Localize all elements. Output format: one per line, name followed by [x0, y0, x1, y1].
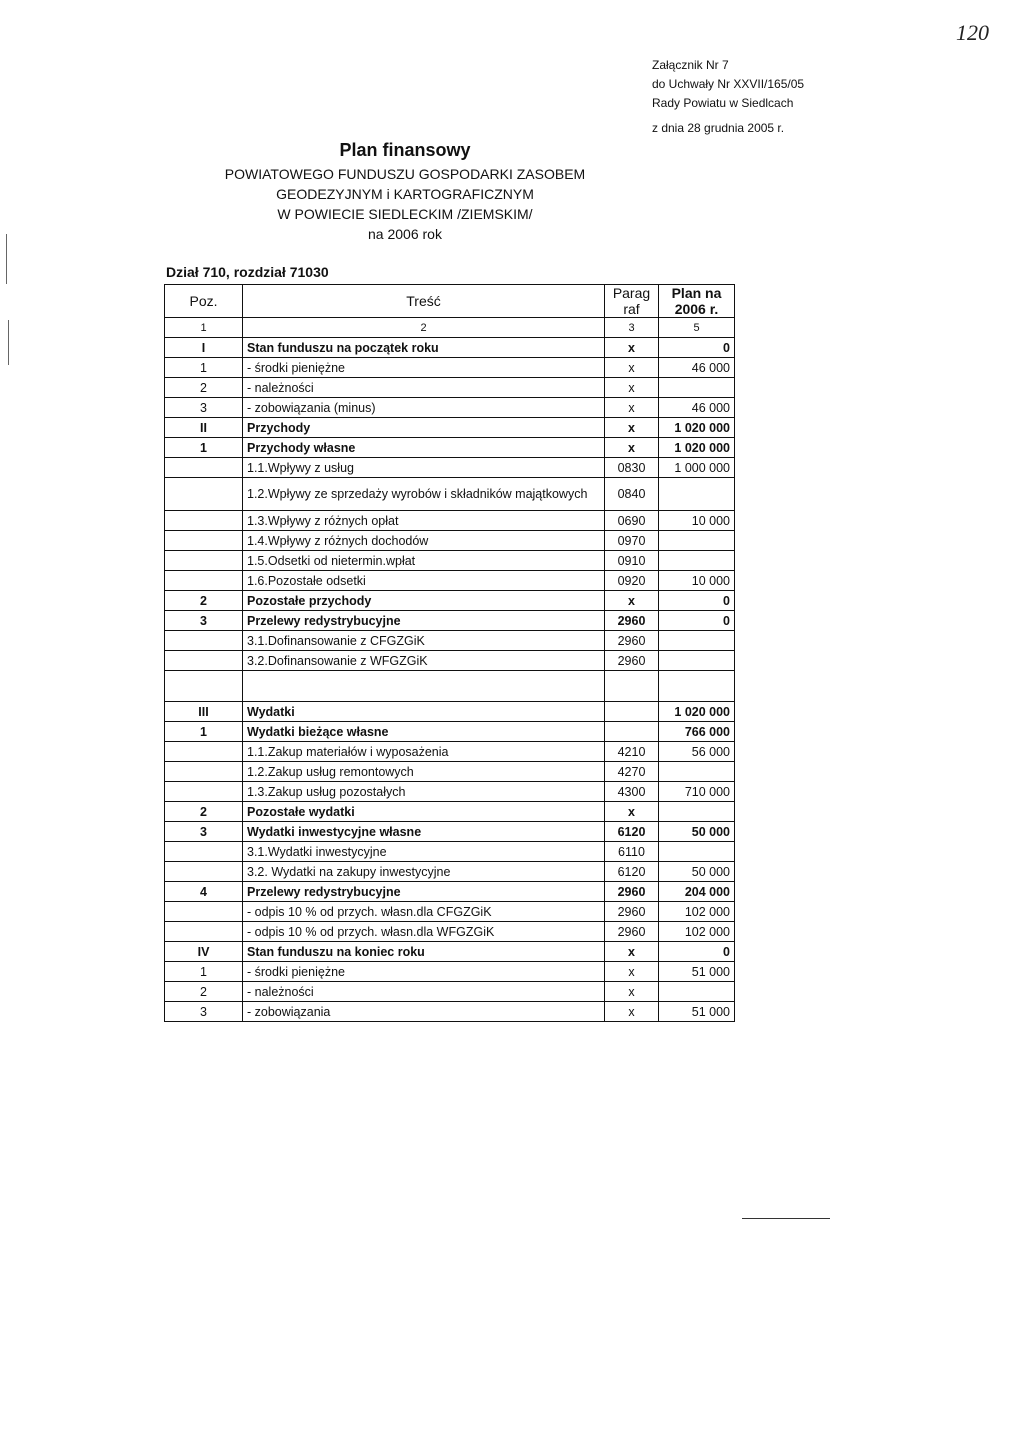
table-row	[165, 438, 735, 458]
table-row	[165, 802, 735, 822]
empty-cell	[243, 671, 605, 702]
empty-cell	[165, 671, 243, 702]
table-row	[165, 882, 735, 902]
table-row	[165, 782, 735, 802]
table-row	[165, 982, 735, 1002]
amount-cell: 51 000	[659, 962, 735, 982]
column-number: 1	[165, 318, 243, 338]
amount-cell: 102 000	[659, 922, 735, 942]
table-row	[165, 631, 735, 651]
paragraph-cell: x	[605, 358, 659, 378]
amount-cell	[659, 982, 735, 1002]
table-row	[165, 398, 735, 418]
description-cell: 1.3.Zakup usług pozostałych	[243, 782, 605, 802]
table-row	[165, 962, 735, 982]
paragraph-cell: 4270	[605, 762, 659, 782]
position-cell: III	[165, 702, 243, 722]
paragraph-cell: 4210	[605, 742, 659, 762]
header-row	[165, 285, 735, 318]
position-cell: II	[165, 418, 243, 438]
amount-cell	[659, 378, 735, 398]
position-cell: 1	[165, 722, 243, 742]
paragraph-cell: 2960	[605, 882, 659, 902]
amount-cell: 1 020 000	[659, 702, 735, 722]
position-cell: 3	[165, 1002, 243, 1022]
paragraph-cell: 0690	[605, 511, 659, 531]
paragraph-cell: x	[605, 418, 659, 438]
table-row	[165, 611, 735, 631]
description-cell: 1.5.Odsetki od nietermin.wpłat	[243, 551, 605, 571]
description-cell: Pozostałe przychody	[243, 591, 605, 611]
amount-cell: 50 000	[659, 862, 735, 882]
paragraph-cell: 0840	[605, 478, 659, 511]
amount-cell: 1 000 000	[659, 458, 735, 478]
description-cell: - środki pieniężne	[243, 358, 605, 378]
empty-cell	[659, 671, 735, 702]
description-cell: 1.3.Wpływy z różnych opłat	[243, 511, 605, 531]
position-cell	[165, 902, 243, 922]
table-row	[165, 478, 735, 511]
description-cell: Wydatki inwestycyjne własne	[243, 822, 605, 842]
spacer-row	[165, 671, 735, 702]
header-paragraf-line: Parag	[612, 285, 651, 301]
paragraph-cell: x	[605, 591, 659, 611]
position-cell	[165, 551, 243, 571]
description-cell: - zobowiązania	[243, 1002, 605, 1022]
attachment-note	[652, 56, 804, 138]
description-cell: 3.2.Dofinansowanie z WFGZGiK	[243, 651, 605, 671]
description-cell: Wydatki	[243, 702, 605, 722]
description-cell: Pozostałe wydatki	[243, 802, 605, 822]
description-cell: Wydatki bieżące własne	[243, 722, 605, 742]
attachment-line: Załącznik Nr 7	[652, 58, 729, 72]
description-cell: 3.1.Dofinansowanie z CFGZGiK	[243, 631, 605, 651]
position-cell: 3	[165, 398, 243, 418]
table-row	[165, 842, 735, 862]
table-row	[165, 822, 735, 842]
table-row	[165, 722, 735, 742]
table-row	[165, 942, 735, 962]
description-cell: Przelewy redystrybucyjne	[243, 611, 605, 631]
position-cell	[165, 742, 243, 762]
position-cell	[165, 782, 243, 802]
description-cell: Stan funduszu na koniec roku	[243, 942, 605, 962]
amount-cell: 1 020 000	[659, 438, 735, 458]
amount-cell: 0	[659, 338, 735, 358]
amount-cell	[659, 842, 735, 862]
position-cell: 2	[165, 982, 243, 1002]
paragraph-cell: 0910	[605, 551, 659, 571]
description-cell: 3.1.Wydatki inwestycyjne	[243, 842, 605, 862]
column-number: 3	[605, 318, 659, 338]
position-cell: 3	[165, 822, 243, 842]
position-cell	[165, 762, 243, 782]
table-row	[165, 591, 735, 611]
position-cell	[165, 631, 243, 651]
amount-cell: 10 000	[659, 511, 735, 531]
header-paragraf-line: raf	[623, 301, 640, 317]
paragraph-cell: x	[605, 942, 659, 962]
paragraph-cell: x	[605, 802, 659, 822]
column-number: 5	[659, 318, 735, 338]
paragraph-cell: x	[605, 438, 659, 458]
amount-cell: 46 000	[659, 398, 735, 418]
amount-cell	[659, 478, 735, 511]
description-cell: 1.1.Wpływy z usług	[243, 458, 605, 478]
paragraph-cell	[605, 702, 659, 722]
amount-cell: 1 020 000	[659, 418, 735, 438]
amount-cell	[659, 651, 735, 671]
amount-cell: 710 000	[659, 782, 735, 802]
paragraph-cell: 6120	[605, 822, 659, 842]
position-cell: 1	[165, 358, 243, 378]
amount-cell	[659, 762, 735, 782]
table-body	[165, 285, 735, 1022]
title-line: POWIATOWEGO FUNDUSZU GOSPODARKI ZASOBEM	[224, 166, 586, 182]
amount-cell: 102 000	[659, 902, 735, 922]
description-cell: - należności	[243, 982, 605, 1002]
financial-plan-table	[164, 284, 735, 1022]
title-line: na 2006 rok	[368, 226, 442, 242]
description-cell: - zobowiązania (minus)	[243, 398, 605, 418]
attachment-date: z dnia 28 grudnia 2005 r.	[652, 121, 785, 135]
amount-cell: 766 000	[659, 722, 735, 742]
amount-cell	[659, 631, 735, 651]
table-row	[165, 418, 735, 438]
description-cell: 1.2.Wpływy ze sprzedaży wyrobów i składników majątkowych	[243, 478, 605, 511]
table-row	[165, 762, 735, 782]
amount-cell: 56 000	[659, 742, 735, 762]
attachment-line: do Uchwały Nr XXVII/165/05	[652, 77, 805, 91]
position-cell: 3	[165, 611, 243, 631]
description-cell: Przelewy redystrybucyjne	[243, 882, 605, 902]
attachment-line: Rady Powiatu w Siedlcach	[652, 96, 794, 110]
scan-artifact	[8, 320, 9, 365]
position-cell	[165, 862, 243, 882]
table-row	[165, 902, 735, 922]
amount-cell: 0	[659, 611, 735, 631]
position-cell: 2	[165, 802, 243, 822]
position-cell: 4	[165, 882, 243, 902]
paragraph-cell: x	[605, 398, 659, 418]
paragraph-cell: 6110	[605, 842, 659, 862]
description-cell: Stan funduszu na początek roku	[243, 338, 605, 358]
position-cell	[165, 478, 243, 511]
description-cell: - środki pieniężne	[243, 962, 605, 982]
header-poz: Poz.	[165, 285, 243, 318]
position-cell	[165, 531, 243, 551]
paragraph-cell: x	[605, 338, 659, 358]
table-row	[165, 378, 735, 398]
header-plan-line: 2006 r.	[674, 301, 719, 317]
empty-cell	[605, 671, 659, 702]
amount-cell: 51 000	[659, 1002, 735, 1022]
description-cell: Przychody	[243, 418, 605, 438]
table-row	[165, 511, 735, 531]
table-row	[165, 742, 735, 762]
description-cell: 3.2. Wydatki na zakupy inwestycyjne	[243, 862, 605, 882]
header-paragraf	[605, 285, 659, 318]
paragraph-cell: 2960	[605, 922, 659, 942]
position-cell	[165, 651, 243, 671]
amount-cell	[659, 551, 735, 571]
table-row	[165, 862, 735, 882]
position-cell	[165, 842, 243, 862]
header-desc: Treść	[243, 285, 605, 318]
table-row	[165, 571, 735, 591]
position-cell: 1	[165, 438, 243, 458]
paragraph-cell: 2960	[605, 631, 659, 651]
amount-cell: 46 000	[659, 358, 735, 378]
title-main: Plan finansowy	[339, 140, 471, 160]
amount-cell: 50 000	[659, 822, 735, 842]
header-plan	[659, 285, 735, 318]
paragraph-cell: 6120	[605, 862, 659, 882]
position-cell: 2	[165, 378, 243, 398]
paragraph-cell: 0920	[605, 571, 659, 591]
document-title	[190, 140, 620, 244]
page-number: 120	[956, 20, 989, 45]
table-row	[165, 358, 735, 378]
amount-cell: 10 000	[659, 571, 735, 591]
paragraph-cell: 2960	[605, 651, 659, 671]
paragraph-cell: x	[605, 1002, 659, 1022]
table-row	[165, 458, 735, 478]
amount-cell	[659, 531, 735, 551]
amount-cell: 0	[659, 591, 735, 611]
position-cell: 2	[165, 591, 243, 611]
description-cell: 1.4.Wpływy z różnych dochodów	[243, 531, 605, 551]
paragraph-cell: 2960	[605, 902, 659, 922]
position-cell	[165, 511, 243, 531]
column-number-row	[165, 318, 735, 338]
description-cell: 1.2.Zakup usług remontowych	[243, 762, 605, 782]
amount-cell	[659, 802, 735, 822]
description-cell: 1.6.Pozostałe odsetki	[243, 571, 605, 591]
paragraph-cell	[605, 722, 659, 742]
paragraph-cell: 0830	[605, 458, 659, 478]
description-cell: Przychody własne	[243, 438, 605, 458]
position-cell	[165, 458, 243, 478]
title-line: GEODEZYJNYM i KARTOGRAFICZNYM	[276, 186, 534, 202]
position-cell	[165, 922, 243, 942]
amount-cell: 204 000	[659, 882, 735, 902]
table-row	[165, 531, 735, 551]
paragraph-cell: 2960	[605, 611, 659, 631]
paragraph-cell: x	[605, 982, 659, 1002]
table-row	[165, 922, 735, 942]
scan-artifact	[742, 1218, 830, 1219]
position-cell: 1	[165, 962, 243, 982]
table-row	[165, 1002, 735, 1022]
header-plan-line: Plan na	[671, 285, 722, 301]
description-cell: - odpis 10 % od przych. własn.dla WFGZGiK	[243, 922, 605, 942]
title-line: W POWIECIE SIEDLECKIM /ZIEMSKIM/	[277, 206, 533, 222]
scan-artifact	[6, 234, 7, 284]
position-cell	[165, 571, 243, 591]
column-number: 2	[243, 318, 605, 338]
table-row	[165, 551, 735, 571]
paragraph-cell: x	[605, 378, 659, 398]
table-row	[165, 702, 735, 722]
paragraph-cell: x	[605, 962, 659, 982]
position-cell: IV	[165, 942, 243, 962]
section-label: Dział 710, rozdział 71030	[166, 264, 329, 280]
paragraph-cell: 0970	[605, 531, 659, 551]
description-cell: 1.1.Zakup materiałów i wyposażenia	[243, 742, 605, 762]
table-row	[165, 338, 735, 358]
description-cell: - odpis 10 % od przych. własn.dla CFGZGiK	[243, 902, 605, 922]
table-row	[165, 651, 735, 671]
paragraph-cell: 4300	[605, 782, 659, 802]
amount-cell: 0	[659, 942, 735, 962]
description-cell: - należności	[243, 378, 605, 398]
position-cell: I	[165, 338, 243, 358]
